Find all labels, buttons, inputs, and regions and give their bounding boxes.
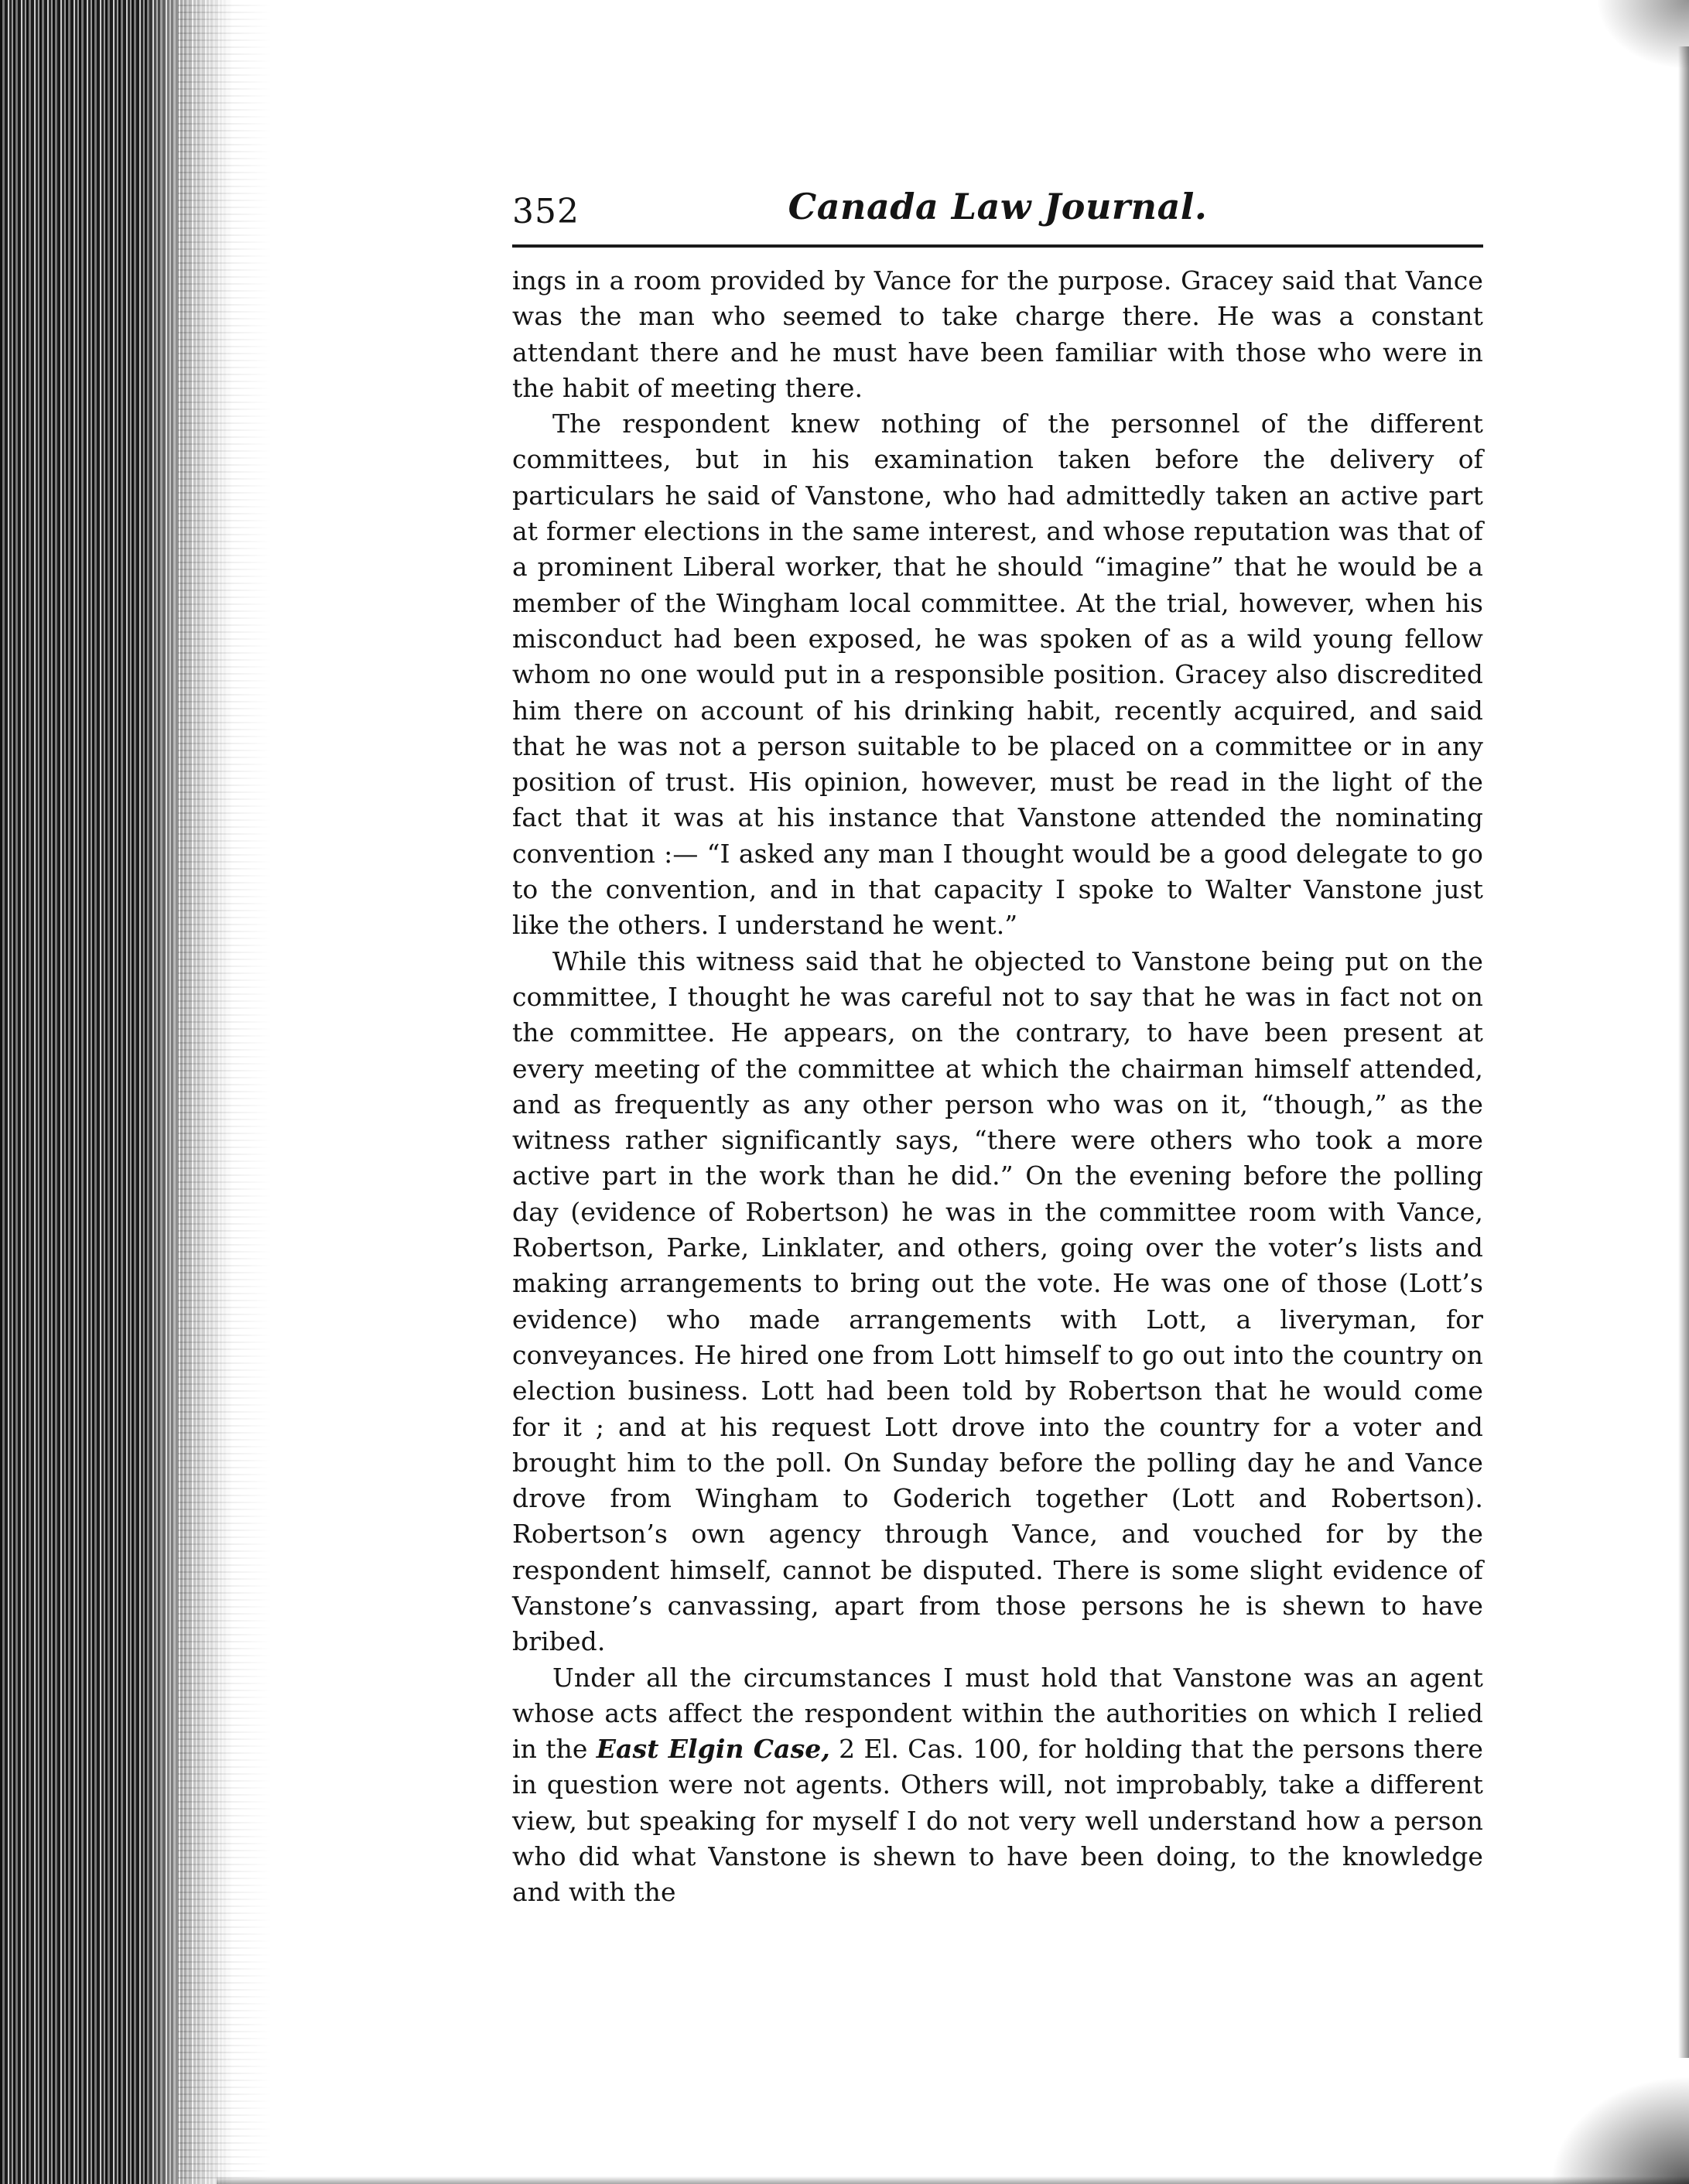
page-number: 352 [512, 192, 580, 231]
paragraph-text: 2 El. Cas. 100, for holding that the persons there in question were not agents. Others will, not improbably, take a different view, but speaking for myself I do not very well understand how a person who did what Vanstone is shewn to have been doing, to the knowledge and with the [512, 1734, 1483, 1908]
paragraph-continued: ings in a room provided by Vance for the purpose. Gracey said that Vance was the man who seemed to take charge there. He was a constant attendant there and he must have been familiar with those who were in the habit of meeting there. [512, 265, 1483, 403]
scan-corner-shadow-top [1596, 0, 1689, 70]
scan-edge-shadow-right [1678, 46, 1689, 2058]
scan-shadow [178, 0, 271, 2184]
scan-edge-shadow-bottom [217, 2176, 1689, 2184]
page-header [512, 186, 1483, 237]
paragraph-text: Under all the circumstances I must hold that Vanstone was an agent whose acts affect the respondent within the authorities on which I relied in the [512, 1662, 1483, 1765]
body-text [512, 263, 1483, 1911]
paragraph [512, 1660, 1483, 1911]
journal-page [512, 186, 1483, 1911]
header-rule [512, 244, 1483, 248]
running-title: Canada Law Journal. [788, 186, 1208, 227]
scan-corner-shadow-bottom [1550, 2076, 1689, 2184]
paragraph: While this witness said that he objected to Vanstone being put on the committee, I thought he was careful not to say that he was in fact not on the committee. He appears, on the contrary, to have been present at every meeting of the committee at which the chairman himself attended, and as frequently as any other person who was on it, “though,” as the witness rather significantly says, “there were others who took a more active part in the work than he did.” On the evening before the polling day (evidence of Robertson) he was in the committee room with Vance, Robertson, Parke, Linklater, and others, going over the voter’s lists and making arrangements to bring out the vote. He was one of those (Lott’s evidence) who made arrangements with Lott, a liveryman, for conveyances. He hired one from Lott himself to go out into the country on election business. Lott had been told by Robertson that he would come for it ; and at his request Lott drove into the country for a voter and brought him to the poll. On Sunday before the polling day he and Vance drove from Wingham to Goderich together (Lott and Robertson). Robertson’s own agency through Vance, and vouched for by the respondent himself, cannot be disputed. There is some slight evidence of Vanstone’s canvassing, apart from those persons he is shewn to have bribed. [512, 945, 1483, 1657]
case-citation: East Elgin Case, [596, 1734, 830, 1765]
paragraph: The respondent knew nothing of the personnel of the different committees, but in his examination taken before the delivery of particulars he said of Vanstone, who had admittedly taken an active part at former elections in the same interest, and whose reputation was that of a prominent Liberal worker, that he should “imagine” that he would be a member of the Wingham local committee. At the trial, however, when his misconduct had been exposed, he was spoken of as a wild young fellow whom no one would put in a responsible position. Gracey also discredited him there on account of his drinking habit, recently acquired, and said that he was not a person suitable to be placed on a committee or in any position of trust. His opinion, however, must be read in the light of the fact that it was at his instance that Vanstone attended the nominating convention :— “I asked any man I thought would be a good delegate to go to the convention, and in that capacity I spoke to Walter Vanstone just like the others. I understand he went.” [512, 408, 1483, 941]
